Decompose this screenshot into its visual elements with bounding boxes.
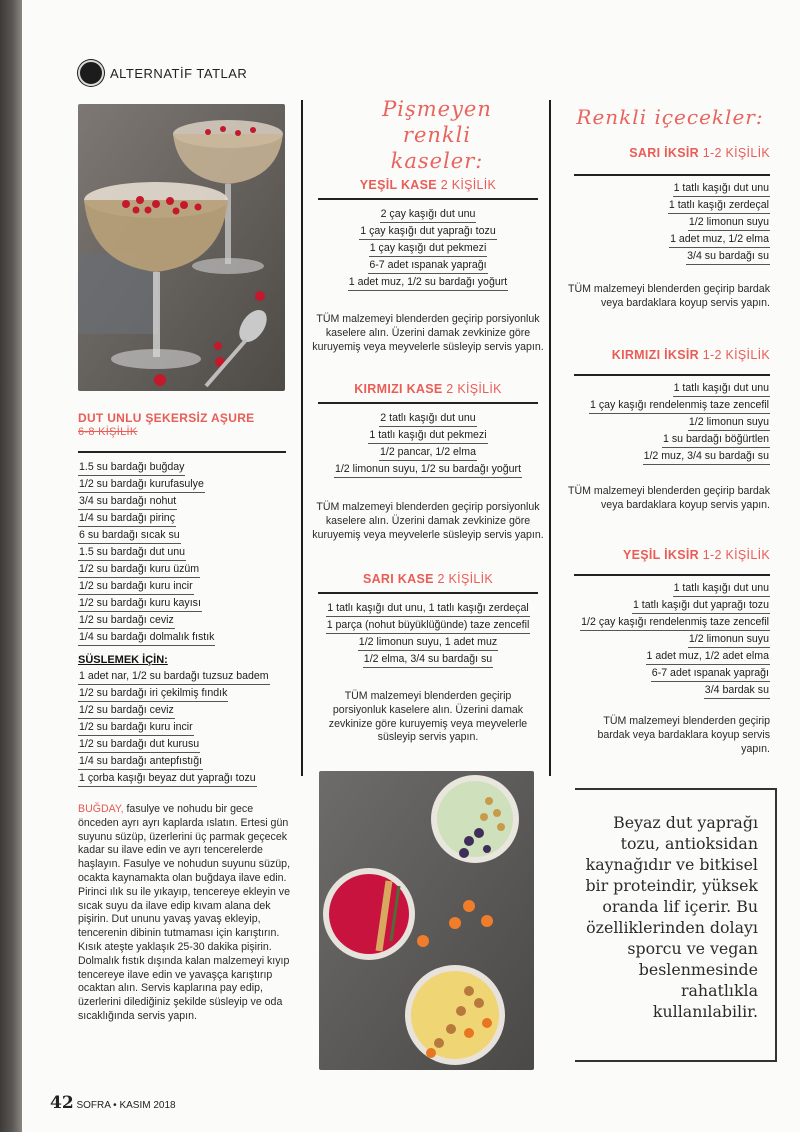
page-footer <box>50 1093 176 1113</box>
column-divider-right <box>549 100 551 776</box>
page-number: 42 <box>50 1093 74 1113</box>
asure-ingredient-item: 1/4 su bardağı pirinç <box>78 511 176 527</box>
yesil-iksir-title <box>574 548 770 562</box>
asure-ingredient-item: 1/4 su bardağı dolmalık fıstık <box>78 630 215 646</box>
sari-kase-method: TÜM malzemeyi blenderden geçirip porsiyonluk kaselere alın. Üzerini damak zevkinize göre kuruyemiş veya meyvelerle süsleyip servis yapın. <box>328 690 528 744</box>
sari-iksir-title <box>574 146 770 160</box>
kirmizi-iksir-ingredients <box>562 380 770 465</box>
yesil-iksir-servings: 1-2 KİŞİLİK <box>702 548 770 562</box>
asure-garnish-list <box>78 668 293 787</box>
yesil-iksir-rule <box>574 574 770 576</box>
kirmizi-kase-title <box>318 382 538 396</box>
yesil-iksir-name: YEŞİL İKSİR <box>622 548 699 562</box>
asure-method-text: fasulye ve nohudu bir gece önceden ayrı ayrı kaplarda ıslatın. Ertesi gün suyunu süzüp, üzerlerini üç parmak geçecek kadar su ilave edin ve ayrı tencerelerde haşlayın. Fasulye ve nohudun suyunu süzüp, ocakta kaynamakta olan buğdaya ilave edin. Pirinci ılık su ile yıkayıp, tencereye ekleyin ve sıcak suyu da ilave edip kıvam alana dek pişirin. Dut ununu yavaş yavaş ekleyip, tencerenin dibinin tutmaması için karıştırın. Kısık ateşte yaklaşık 25-30 dakika pişirin. Dolmalık fıstık dışında kalan malzemeyi kıyıp tencereye ilave edin ve yavaşça karıştırıp ocaktan alın. Servis kaplarına pay edip, üzerlerini dilediğiniz şekilde süsleyip ve oda sıcaklığında servis yapın. <box>78 803 291 1022</box>
magazine-name: SOFRA <box>76 1100 111 1111</box>
asure-ingredient-item: 3/4 su bardağı nohut <box>78 494 177 510</box>
asure-servings: 6-8 KİŞİLİK <box>78 426 138 438</box>
sari-iksir-ingredient-item: 1 adet muz, 1/2 elma <box>669 232 770 248</box>
sari-iksir-ingredient-item: 1 tatlı kaşığı dut unu <box>673 181 770 197</box>
yesil-kase-ingredient-item: 1 adet muz, 1/2 su bardağı yoğurt <box>348 275 508 291</box>
sari-kase-title <box>318 572 538 586</box>
yesil-iksir-ingredient-item: 6-7 adet ıspanak yaprağı <box>651 666 770 682</box>
asure-ingredient-item: 1.5 su bardağı dut unu <box>78 545 186 561</box>
yesil-kase-rule <box>318 198 538 200</box>
asure-ingredient-item: 6 su bardağı sıcak su <box>78 528 181 544</box>
asure-garnish-item: 1/4 su bardağı antepfıstığı <box>78 754 203 770</box>
sari-iksir-ingredients <box>562 180 770 265</box>
kirmizi-kase-rule <box>318 402 538 404</box>
asure-ingredient-item: 1/2 su bardağı ceviz <box>78 613 175 629</box>
kirmizi-kase-ingredient-item: 1 tatlı kaşığı dut pekmezi <box>368 428 487 444</box>
asure-garnish-item: 1/2 su bardağı kuru incir <box>78 720 194 736</box>
kirmizi-iksir-ingredient-item: 1/2 muz, 3/4 su bardağı su <box>643 449 770 465</box>
footer-separator: • <box>113 1100 117 1111</box>
kirmizi-iksir-servings: 1-2 KİŞİLİK <box>702 348 770 362</box>
sari-kase-name: SARI KASE <box>362 572 434 586</box>
yesil-kase-servings: 2 KİŞİLİK <box>440 178 497 192</box>
asure-garnish-item: 1/2 su bardağı iri çekilmiş fındık <box>78 686 228 702</box>
sari-iksir-rule <box>574 174 770 176</box>
asure-title: DUT UNLU ŞEKERSİZ AŞURE <box>78 411 255 425</box>
section-dot-icon <box>78 60 104 86</box>
kirmizi-iksir-ingredient-item: 1 tatlı kaşığı dut unu <box>673 381 770 397</box>
asure-ingredient-item: 1/2 su bardağı kuru üzüm <box>78 562 200 578</box>
sari-iksir-servings: 1-2 KİŞİLİK <box>702 146 770 160</box>
yesil-iksir-ingredients <box>562 580 770 699</box>
column-divider-left <box>301 100 303 776</box>
sari-iksir-ingredient-item: 1/2 limonun suyu <box>688 215 770 231</box>
asure-garnish-item: 1 çorba kaşığı beyaz dut yaprağı tozu <box>78 771 257 787</box>
kirmizi-kase-ingredients <box>312 410 544 478</box>
yesil-iksir-ingredient-item: 1/2 çay kaşığı rendelenmiş taze zencefil <box>580 615 770 631</box>
asure-method <box>78 803 290 1024</box>
kirmizi-kase-ingredient-item: 1/2 limonun suyu, 1/2 su bardağı yoğurt <box>334 462 522 478</box>
asure-ingredient-item: 1/2 su bardağı kuru kayısı <box>78 596 202 612</box>
yesil-kase-name: YEŞİL KASE <box>359 178 437 192</box>
kirmizi-iksir-name: KIRMIZI İKSİR <box>611 348 699 362</box>
sari-kase-ingredients <box>308 600 548 668</box>
asure-photo-illustration <box>78 104 285 391</box>
yesil-iksir-ingredient-item: 3/4 bardak su <box>704 683 770 699</box>
sari-kase-ingredient-item: 1/2 elma, 3/4 su bardağı su <box>363 652 493 668</box>
yesil-kase-ingredient-item: 2 çay kaşığı dut unu <box>380 207 477 223</box>
sari-kase-rule <box>318 592 538 594</box>
asure-ingredient-item: 1/2 su bardağı kurufasulye <box>78 477 205 493</box>
column3-title: Renkli içecekler: <box>576 105 764 129</box>
kirmizi-iksir-rule <box>574 374 770 376</box>
asure-garnish-item: 1 adet nar, 1/2 su bardağı tuzsuz badem <box>78 669 270 685</box>
magazine-page <box>22 0 800 1132</box>
kirmizi-iksir-ingredient-item: 1 su bardağı böğürtlen <box>662 432 770 448</box>
sari-kase-servings: 2 KİŞİLİK <box>437 572 494 586</box>
kirmizi-iksir-title <box>574 348 770 362</box>
asure-garnish-title: SÜSLEMEK İÇİN: <box>78 654 168 666</box>
yesil-iksir-ingredient-item: 1/2 limonun suyu <box>688 632 770 648</box>
asure-garnish-item: 1/2 su bardağı ceviz <box>78 703 175 719</box>
kirmizi-iksir-method: TÜM malzemeyi blenderden geçirip bardak veya bardaklara koyup servis yapın. <box>568 485 770 511</box>
kirmizi-iksir-ingredient-item: 1/2 limonun suyu <box>688 415 770 431</box>
bowls-photo-illustration <box>319 771 534 1070</box>
yesil-kase-ingredient-item: 1 çay kaşığı dut pekmezi <box>369 241 488 257</box>
magazine-spine <box>0 0 22 1132</box>
kirmizi-kase-servings: 2 KİŞİLİK <box>446 382 502 396</box>
kirmizi-iksir-ingredient-item: 1 çay kaşığı rendelenmiş taze zencefil <box>589 398 770 414</box>
yesil-iksir-ingredient-item: 1 tatlı kaşığı dut unu <box>673 581 770 597</box>
column2-title: Pişmeyen renkli kaseler: <box>382 97 492 173</box>
yesil-iksir-method: TÜM malzemeyi blenderden geçirip bardak veya bardaklara koyup servis yapın. <box>597 715 770 755</box>
asure-ingredient-item: 1/2 su bardağı kuru incir <box>78 579 194 595</box>
sari-iksir-method: TÜM malzemeyi blenderden geçirip bardak veya bardaklara koyup servis yapın. <box>568 283 770 309</box>
sari-iksir-ingredient-item: 3/4 su bardağı su <box>686 249 770 265</box>
asure-ingredients <box>78 459 288 646</box>
yesil-kase-title <box>318 178 538 192</box>
yesil-kase-method: TÜM malzemeyi blenderden geçirip porsiyonluk kaselere alın. Üzerini damak zevkinize göre kuruyemiş veya meyvelerle süsleyip servis yapın. <box>312 313 544 353</box>
sari-kase-ingredient-item: 1/2 limonun suyu, 1 adet muz <box>358 635 498 651</box>
asure-ingredient-item: 1.5 su bardağı buğday <box>78 460 185 476</box>
sari-kase-ingredient-item: 1 parça (nohut büyüklüğünde) taze zencefil <box>326 618 531 634</box>
issue-date: KASIM 2018 <box>119 1100 176 1111</box>
kirmizi-kase-name: KIRMIZI KASE <box>354 382 443 396</box>
asure-rule <box>78 451 286 453</box>
quote-text: Beyaz dut yaprağı tozu, antioksidan kaynağıdır ve bitkisel bir proteindir, yüksek oranda lif içerir. Bu özelliklerinden dolayı sporcu ve vegan beslenmesinde rahatlıkla kullanılabilir. <box>585 813 758 1021</box>
section-label <box>78 60 247 86</box>
sari-iksir-name: SARI İKSİR <box>629 146 699 160</box>
yesil-iksir-ingredient-item: 1 adet muz, 1/2 adet elma <box>646 649 771 665</box>
sari-iksir-ingredient-item: 1 tatlı kaşığı zerdeçal <box>668 198 770 214</box>
sari-kase-ingredient-item: 1 tatlı kaşığı dut unu, 1 tatlı kaşığı zerdeçal <box>326 601 529 617</box>
asure-method-lead: BUĞDAY, <box>78 803 124 815</box>
yesil-kase-ingredient-item: 1 çay kaşığı dut yaprağı tozu <box>359 224 496 240</box>
yesil-kase-ingredients <box>312 206 544 291</box>
yesil-kase-ingredient-item: 6-7 adet ıspanak yaprağı <box>368 258 487 274</box>
yesil-iksir-ingredient-item: 1 tatlı kaşığı dut yaprağı tozu <box>632 598 770 614</box>
kirmizi-kase-ingredient-item: 1/2 pancar, 1/2 elma <box>379 445 477 461</box>
bowls-photo <box>319 771 534 1070</box>
kirmizi-kase-method: TÜM malzemeyi blenderden geçirip porsiyonluk kaselere alın. Üzerini damak zevkinize göre kuruyemiş veya meyvelerle süsleyip servis yapın. <box>312 501 544 541</box>
kirmizi-kase-ingredient-item: 2 tatlı kaşığı dut unu <box>379 411 476 427</box>
asure-garnish-item: 1/2 su bardağı dut kurusu <box>78 737 200 753</box>
section-label-text: ALTERNATİF TATLAR <box>110 65 248 81</box>
asure-photo <box>78 104 285 391</box>
